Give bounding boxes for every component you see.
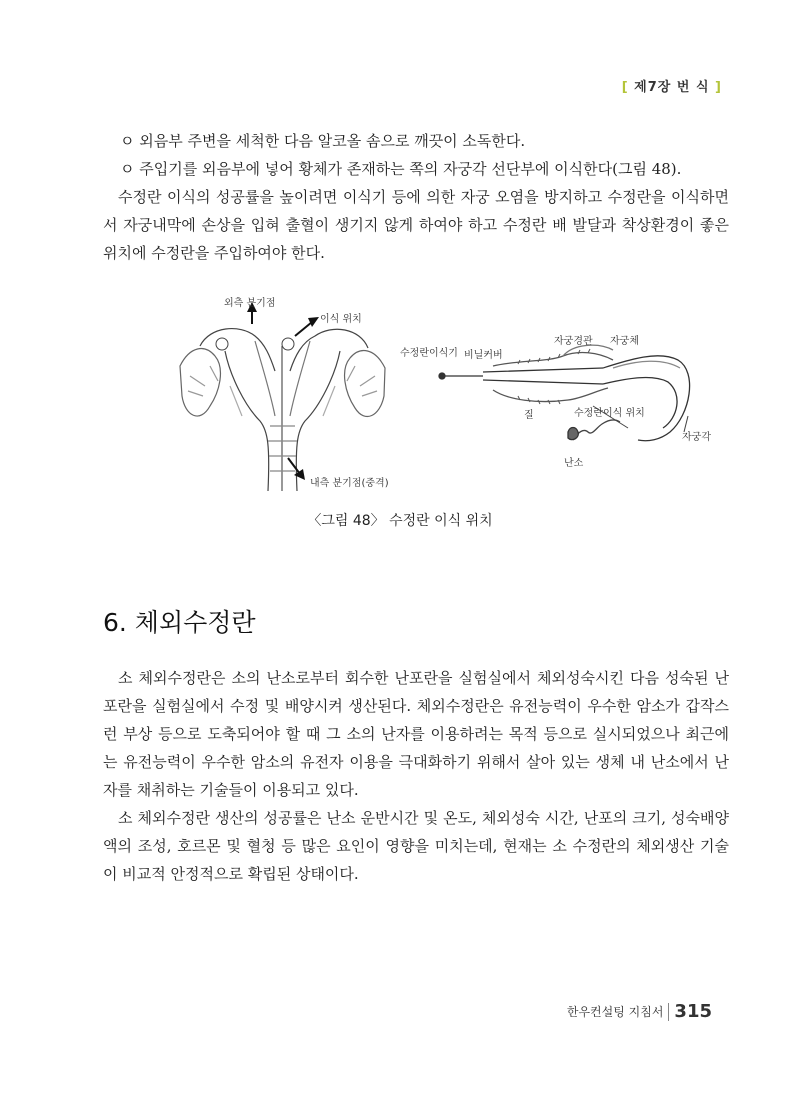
label-transfer-site: 수정란이식 위치 bbox=[574, 408, 645, 419]
label-cervix: 자궁경관 bbox=[554, 336, 593, 347]
book-title: 한우컨설팅 지침서 bbox=[566, 1005, 664, 1019]
label-outer-bifurcation: 외측 분기점 bbox=[224, 298, 276, 309]
bullet-item: ㅇ 주입기를 외음부에 넣어 황체가 존재하는 쪽의 자궁각 선단부에 이식한다(그림 48). bbox=[120, 160, 682, 178]
page-number: 315 bbox=[674, 1001, 712, 1022]
label-transfer-site: 이식 위치 bbox=[320, 314, 362, 325]
intro-paragraph: 수정란 이식의 성공률을 높이려면 이식기 등에 의한 자궁 오염을 방지하고 수정란을 이식하면서 자궁내막에 손상을 입혀 출혈이 생기지 않게 하여야 하고 수정란 배 발달과 착상환경이 좋은 위치에 수정란을 주입하여야 한다. bbox=[103, 188, 729, 262]
body-paragraph: 소 체외수정란은 소의 난소로부터 회수한 난포란을 실험실에서 체외성숙시킨 다음 성숙된 난포란을 실험실에서 수정 및 배양시켜 생산된다. 체외수정란은 유전능력이 우수한 암소가 갑작스런 부상 등으로 도축되어야 할 때 그 소의 난자를 이용하려는 목적 등으로 실시되었으나 최근에는 유전능력이 우수한 암소의 유전자 이용을 극대화하기 위해서 살아 있는 생체 내 난소에서 난자를 채취하는 기술들이 이용되고 있다. bbox=[103, 669, 729, 799]
procedure-bullets bbox=[120, 127, 730, 183]
bracket-open: [ bbox=[621, 80, 629, 95]
page-footer bbox=[567, 1001, 712, 1022]
figure-caption: 〈그림 48〉 수정란 이식 위치 bbox=[307, 513, 493, 529]
bracket-close: ] bbox=[715, 80, 722, 95]
bullet-item: ㅇ 외음부 주변을 세척한 다음 알코올 솜으로 깨끗이 소독한다. bbox=[120, 132, 526, 150]
chapter-label: 제7장 번 식 bbox=[634, 80, 710, 95]
label-vinyl-cover: 비닐커버 bbox=[464, 350, 503, 361]
transfer-device-figure bbox=[398, 320, 728, 480]
footer-divider bbox=[668, 1003, 669, 1021]
label-vagina: 질 bbox=[524, 410, 534, 421]
uterus-bifurcation-figure bbox=[170, 296, 400, 506]
label-transfer-device: 수정란이식기 bbox=[400, 348, 458, 359]
label-ovary: 난소 bbox=[564, 458, 584, 469]
section-title: 6. 체외수정란 bbox=[103, 608, 256, 637]
label-uterine-body: 자궁체 bbox=[610, 336, 639, 347]
label-uterine-horn: 자궁각 bbox=[682, 432, 711, 443]
label-inner-bifurcation: 내측 분기점(중격) bbox=[310, 478, 389, 489]
chapter-header bbox=[622, 76, 722, 95]
body-paragraph: 소 체외수정란 생산의 성공률은 난소 운반시간 및 온도, 체외성숙 시간, 난포의 크기, 성숙배양액의 조성, 호르몬 및 혈청 등 많은 요인이 영향을 미치는데, 현재는 소 수정란의 체외생산 기술이 비교적 안정적으로 확립된 상태이다. bbox=[103, 809, 729, 883]
